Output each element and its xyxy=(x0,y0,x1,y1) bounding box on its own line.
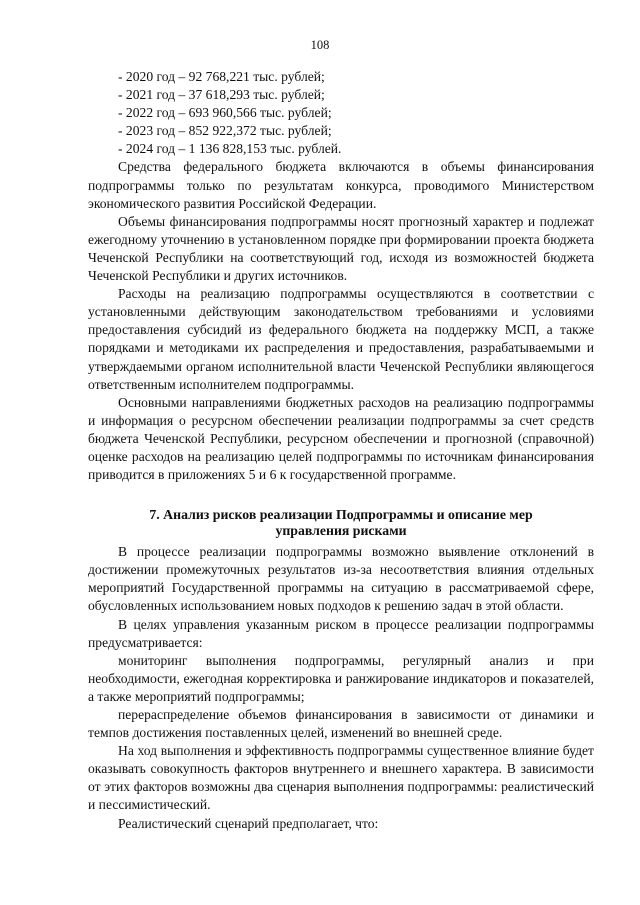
section-heading-line-1: 7. Анализ рисков реализации Подпрограммы и описание мер xyxy=(149,507,533,523)
budget-line-2020: - 2020 год – 92 768,221 тыс. рублей; xyxy=(118,69,325,84)
paragraph-monitoring: мониторинг выполнения подпрограммы, регулярный анализ и при необходимости, ежегодная корректировка и ранжирование индикаторов и показателей, а также мероприятий подпрограммы; xyxy=(88,652,594,704)
section-heading xyxy=(88,507,594,538)
budget-line-2024: - 2024 год – 1 136 828,153 тыс. рублей. xyxy=(118,141,342,157)
paragraph-expenditures: Расходы на реализацию подпрограммы осуществляются в соответствии с установленными действующим законодательством требованиями и условиями предоставления субсидий из федерального бюджета на поддержку МСП, а также порядками и методиками их распределения и предоставления, разрабатываемыми и утверждаемыми органом исполнительной власти Чеченской Республики являющегося ответственным исполнителем подпрограммы. xyxy=(88,286,594,392)
document-body xyxy=(88,68,594,833)
paragraph-factors: На ход выполнения и эффективность подпрограммы существенное влияние будет оказывать совокупность факторов внутреннего и внешнего характера. В зависимости от этих факторов возможны два сценария выполнения подпрограммы: реалистический и пессимистический. xyxy=(88,743,594,813)
paragraph-realistic-scenario: Реалистический сценарий предполагает, что: xyxy=(118,815,379,831)
paragraph-risk-management: В целях управления указанным риском в процессе реализации подпрограммы предусматривается: xyxy=(88,616,594,650)
page-number: 108 xyxy=(310,38,330,52)
budget-line-2021: - 2021 год – 37 618,293 тыс. рублей; xyxy=(118,87,325,103)
budget-line-2022: - 2022 год – 693 960,566 тыс. рублей; xyxy=(118,105,332,121)
paragraph-deviations: В процессе реализации подпрограммы возможно выявление отклонений в достижении промежуточных результатов из-за несоответствия влияния отдельных мероприятий Государственной программы на ситуацию в рассматриваемой сфере, обусловленных использованием новых подходов к решению задач в этой области. xyxy=(88,544,594,614)
section-heading-line-2: управления рисками xyxy=(275,522,407,538)
budget-line-2023: - 2023 год – 852 922,372 тыс. рублей; xyxy=(118,123,332,139)
paragraph-budget-directions: Основными направлениями бюджетных расходов на реализацию подпрограммы и информация о ресурсном обеспечении реализации подпрограммы за счет средств бюджета Чеченской Республики, ресурсном обеспечении и прогнозной (справочной) оценке расходов на реализацию целей подпрограммы по источникам финансирования приводится в приложениях 5 и 6 к государственной программе. xyxy=(88,394,594,483)
paragraph-redistribution: перераспределение объемов финансирования в зависимости от динамики и темпов достижения поставленных целей, изменений во внешней среде. xyxy=(88,707,594,741)
budget-list xyxy=(88,68,594,158)
paragraph-funding-volumes: Объемы финансирования подпрограммы носят прогнозный характер и подлежат ежегодному уточнению в установленном порядке при формировании проекта бюджета Чеченской Республики на соответствующий год, исходя из возможностей бюджета Чеченской Республики и других источников. xyxy=(88,213,594,284)
paragraph-federal-funds: Средства федерального бюджета включаются в объемы финансирования подпрограммы только по результатам конкурса, проводимого Министерством экономического развития Российской Федерации. xyxy=(88,159,594,211)
